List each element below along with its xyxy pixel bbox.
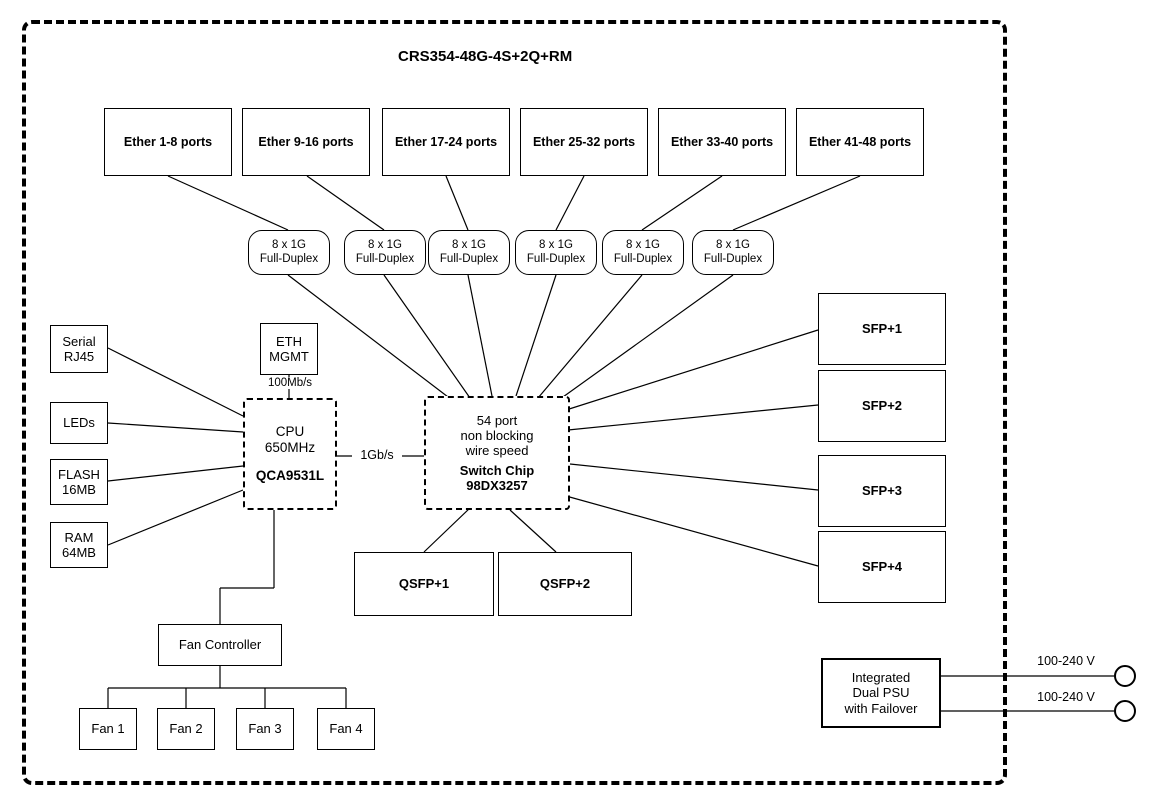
power-input-2-label: 100-240 V	[1037, 690, 1095, 704]
flash-block	[50, 459, 108, 505]
power-input-2-terminal	[1114, 700, 1136, 722]
phy-pill-5-duplex: Full-Duplex	[613, 252, 673, 265]
phy-pill-3	[428, 230, 510, 275]
switch-chip-block	[424, 396, 570, 510]
cpu-label-line1: CPU	[275, 424, 305, 440]
psu-line2: Dual PSU	[852, 685, 910, 701]
ether-group-6-label: Ether 41-48 ports	[808, 134, 912, 149]
phy-pill-4-speed: 8 x 1G	[539, 238, 573, 251]
cpu-block	[243, 398, 337, 510]
ether-group-6	[796, 108, 924, 176]
eth-mgmt-block	[260, 323, 318, 375]
fan-1	[79, 708, 137, 750]
switch-chip-model: 98DX3257	[466, 477, 528, 493]
switch-chip-line3: wire speed	[465, 443, 529, 459]
power-input-1-terminal	[1114, 665, 1136, 687]
power-input-1-label: 100-240 V	[1037, 654, 1095, 668]
psu-line3: with Failover	[844, 700, 918, 716]
phy-pill-3-speed: 8 x 1G	[452, 238, 486, 251]
ether-group-4-label: Ether 25-32 ports	[532, 134, 636, 149]
phy-pill-2-speed: 8 x 1G	[368, 238, 402, 251]
eth-mgmt-line2: MGMT	[269, 349, 309, 364]
fan-3-label: Fan 3	[248, 721, 282, 737]
switch-chip-line4: Switch Chip	[459, 462, 535, 478]
fan-controller-label: Fan Controller	[178, 637, 262, 653]
phy-pill-4	[515, 230, 597, 275]
sfp-plus-2-label: SFP+2	[861, 398, 903, 414]
eth-mgmt-line1: ETH	[276, 333, 302, 349]
serial-label-line1: Serial	[62, 333, 96, 349]
leds-label: LEDs	[63, 415, 95, 431]
ram-label-line1: RAM	[64, 529, 94, 545]
sfp-plus-4	[818, 531, 946, 603]
qsfp-plus-2-label: QSFP+2	[539, 576, 591, 592]
psu-line1: Integrated	[851, 670, 911, 685]
fan-4-label: Fan 4	[329, 721, 363, 737]
switch-chip-line2: non blocking	[460, 428, 534, 443]
ram-block	[50, 522, 108, 568]
ether-group-5	[658, 108, 786, 176]
ether-group-1	[104, 108, 232, 176]
serial-rj45-block	[50, 325, 108, 373]
ether-group-2	[242, 108, 370, 176]
fan-controller-block	[158, 624, 282, 666]
phy-pill-2	[344, 230, 426, 275]
sfp-plus-1	[818, 293, 946, 365]
cpu-label-line2: 650MHz	[264, 440, 316, 456]
ether-group-3	[382, 108, 510, 176]
phy-pill-1-speed: 8 x 1G	[272, 238, 306, 251]
ether-group-2-label: Ether 9-16 ports	[258, 134, 354, 149]
sfp-plus-4-label: SFP+4	[861, 559, 903, 575]
fan-3	[236, 708, 294, 750]
sfp-plus-3	[818, 455, 946, 527]
ether-group-5-label: Ether 33-40 ports	[670, 134, 774, 149]
qsfp-plus-2	[498, 552, 632, 616]
psu-block	[821, 658, 941, 728]
diagram-title: CRS354-48G-4S+2Q+RM	[398, 48, 573, 65]
phy-pill-6	[692, 230, 774, 275]
ether-group-3-label: Ether 17-24 ports	[394, 134, 498, 149]
ram-label-line2: 64MB	[62, 545, 96, 560]
sfp-plus-1-label: SFP+1	[861, 321, 903, 337]
eth-mgmt-speed-label: 100Mb/s	[258, 377, 322, 389]
ether-group-4	[520, 108, 648, 176]
switch-chip-line1: 54 port	[476, 412, 518, 428]
fan-2-label: Fan 2	[169, 721, 203, 737]
phy-pill-3-duplex: Full-Duplex	[439, 252, 499, 265]
phy-pill-5-speed: 8 x 1G	[626, 238, 660, 251]
flash-label-line1: FLASH	[58, 466, 100, 482]
leds-block	[50, 402, 108, 444]
phy-pill-1-duplex: Full-Duplex	[259, 252, 319, 265]
fan-2	[157, 708, 215, 750]
fan-1-label: Fan 1	[91, 721, 125, 737]
qsfp-plus-1	[354, 552, 494, 616]
serial-label-line2: RJ45	[63, 349, 95, 364]
sfp-plus-2	[818, 370, 946, 442]
fan-4	[317, 708, 375, 750]
phy-pill-6-duplex: Full-Duplex	[703, 252, 763, 265]
phy-pill-6-speed: 8 x 1G	[716, 238, 750, 251]
sfp-plus-3-label: SFP+3	[861, 483, 903, 499]
phy-pill-5	[602, 230, 684, 275]
flash-label-line2: 16MB	[62, 482, 96, 497]
phy-pill-1	[248, 230, 330, 275]
phy-pill-4-duplex: Full-Duplex	[526, 252, 586, 265]
qsfp-plus-1-label: QSFP+1	[398, 576, 450, 592]
cpu-model-label: QCA9531L	[255, 467, 325, 483]
phy-pill-2-duplex: Full-Duplex	[355, 252, 415, 265]
cpu-switch-link-speed: 1Gb/s	[352, 448, 402, 462]
ether-group-1-label: Ether 1-8 ports	[123, 134, 213, 149]
